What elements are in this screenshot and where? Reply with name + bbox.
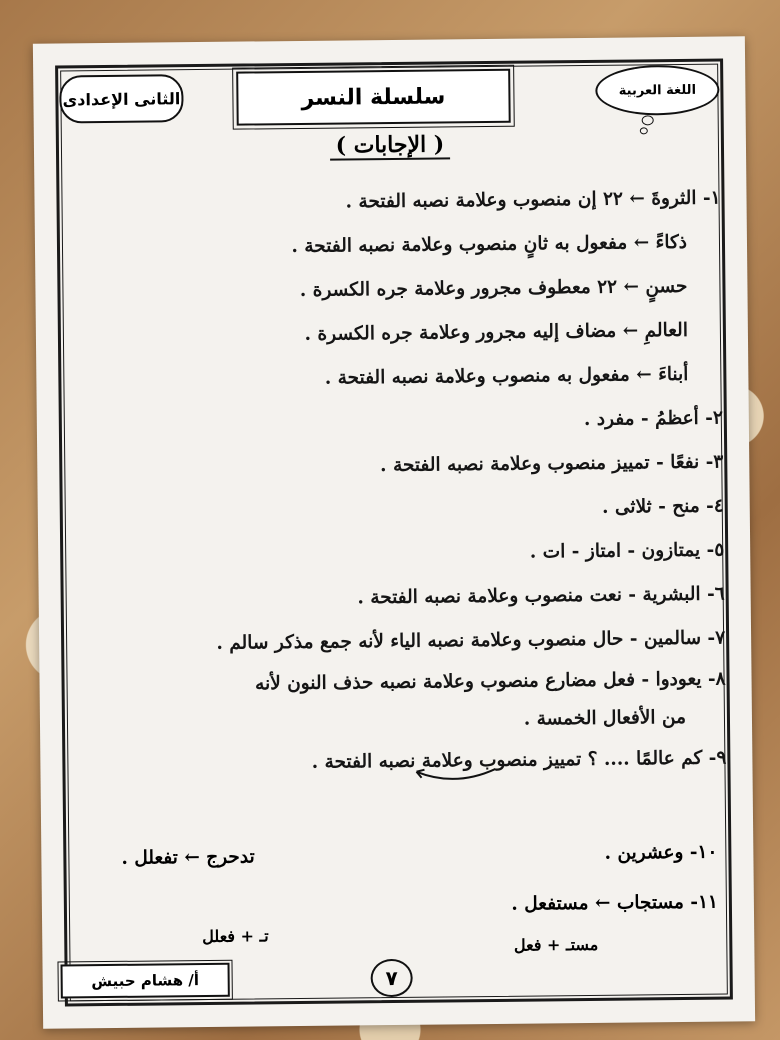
- answer-line-text: ٩- كم عالمًا .... ؟ تمييز منصوب وعلامة نصبه الفتحة .: [311, 747, 727, 773]
- answer-line: ٦- البشرية - نعت منصوب وعلامة نصبه الفتحة .: [357, 583, 725, 609]
- answer-line: ٣- نفعًا - تمييز منصوب وعلامة نصبه الفتحة .: [380, 451, 724, 477]
- derivation-notes: [61, 841, 728, 955]
- subject-cloud: اللغة العربية: [595, 65, 720, 116]
- answer-line: من الأفعال الخمسة .: [523, 706, 687, 730]
- answer-line: [60, 737, 726, 788]
- answer-line: حسنٍ ← ٢٢ معطوف مجرور وعلامة جره الكسرة .: [299, 275, 688, 301]
- answer-line: أبناءَ ← مفعول به منصوب وعلامة نصبه الفتحة .: [324, 363, 689, 389]
- answer-line: ٨- يعودوا - فعل مضارع منصوب وعلامة نصبه حذف النون لأنه: [254, 668, 726, 695]
- cloud-tail-dot: [642, 115, 654, 125]
- derivation-note: مستـ + فعل: [513, 934, 599, 955]
- answer-line: ١- الثروةَ ← ٢٢ إن منصوب وعلامة نصبه الفتحة .: [345, 187, 721, 213]
- page-header: [51, 62, 728, 139]
- answers-body: [54, 177, 726, 788]
- answers-heading-text: ( الإجابات ): [329, 131, 450, 160]
- answer-line: ٧- سالمين - حال منصوب وعلامة نصبه الياء لأنه جمع مذكر سالم .: [216, 627, 726, 654]
- curved-arrow-icon: [410, 765, 500, 786]
- answer-line: ٢- أعظمُ - مفرد .: [583, 407, 723, 431]
- answer-line: ٥- يمتازون - امتاز - ات .: [529, 539, 725, 563]
- teacher-name-box: أ/ هشام حبيش: [61, 963, 230, 999]
- page-number: ٧: [370, 959, 412, 997]
- derivation-note: تدحرج ← تفعلل .: [121, 846, 255, 869]
- answer-line: ١١- مستجاب ← مستفعل .: [511, 891, 718, 915]
- answer-line: ٤- منح - ثلاثى .: [601, 495, 724, 518]
- answer-line: العالمِ ← مضاف إليه مجرور وعلامة جره الكسرة .: [304, 319, 689, 345]
- grade-badge: الثانى الإعدادى: [59, 74, 183, 123]
- series-title: سلسلة النسر: [236, 69, 511, 126]
- worksheet-page: [33, 36, 755, 1028]
- answer-line: ذكاءً ← مفعول به ثانٍ منصوب وعلامة نصبه الفتحة .: [291, 231, 688, 258]
- derivation-note: تـ + فعلل: [202, 926, 269, 947]
- answer-line: ١٠- وعشرين .: [604, 841, 718, 864]
